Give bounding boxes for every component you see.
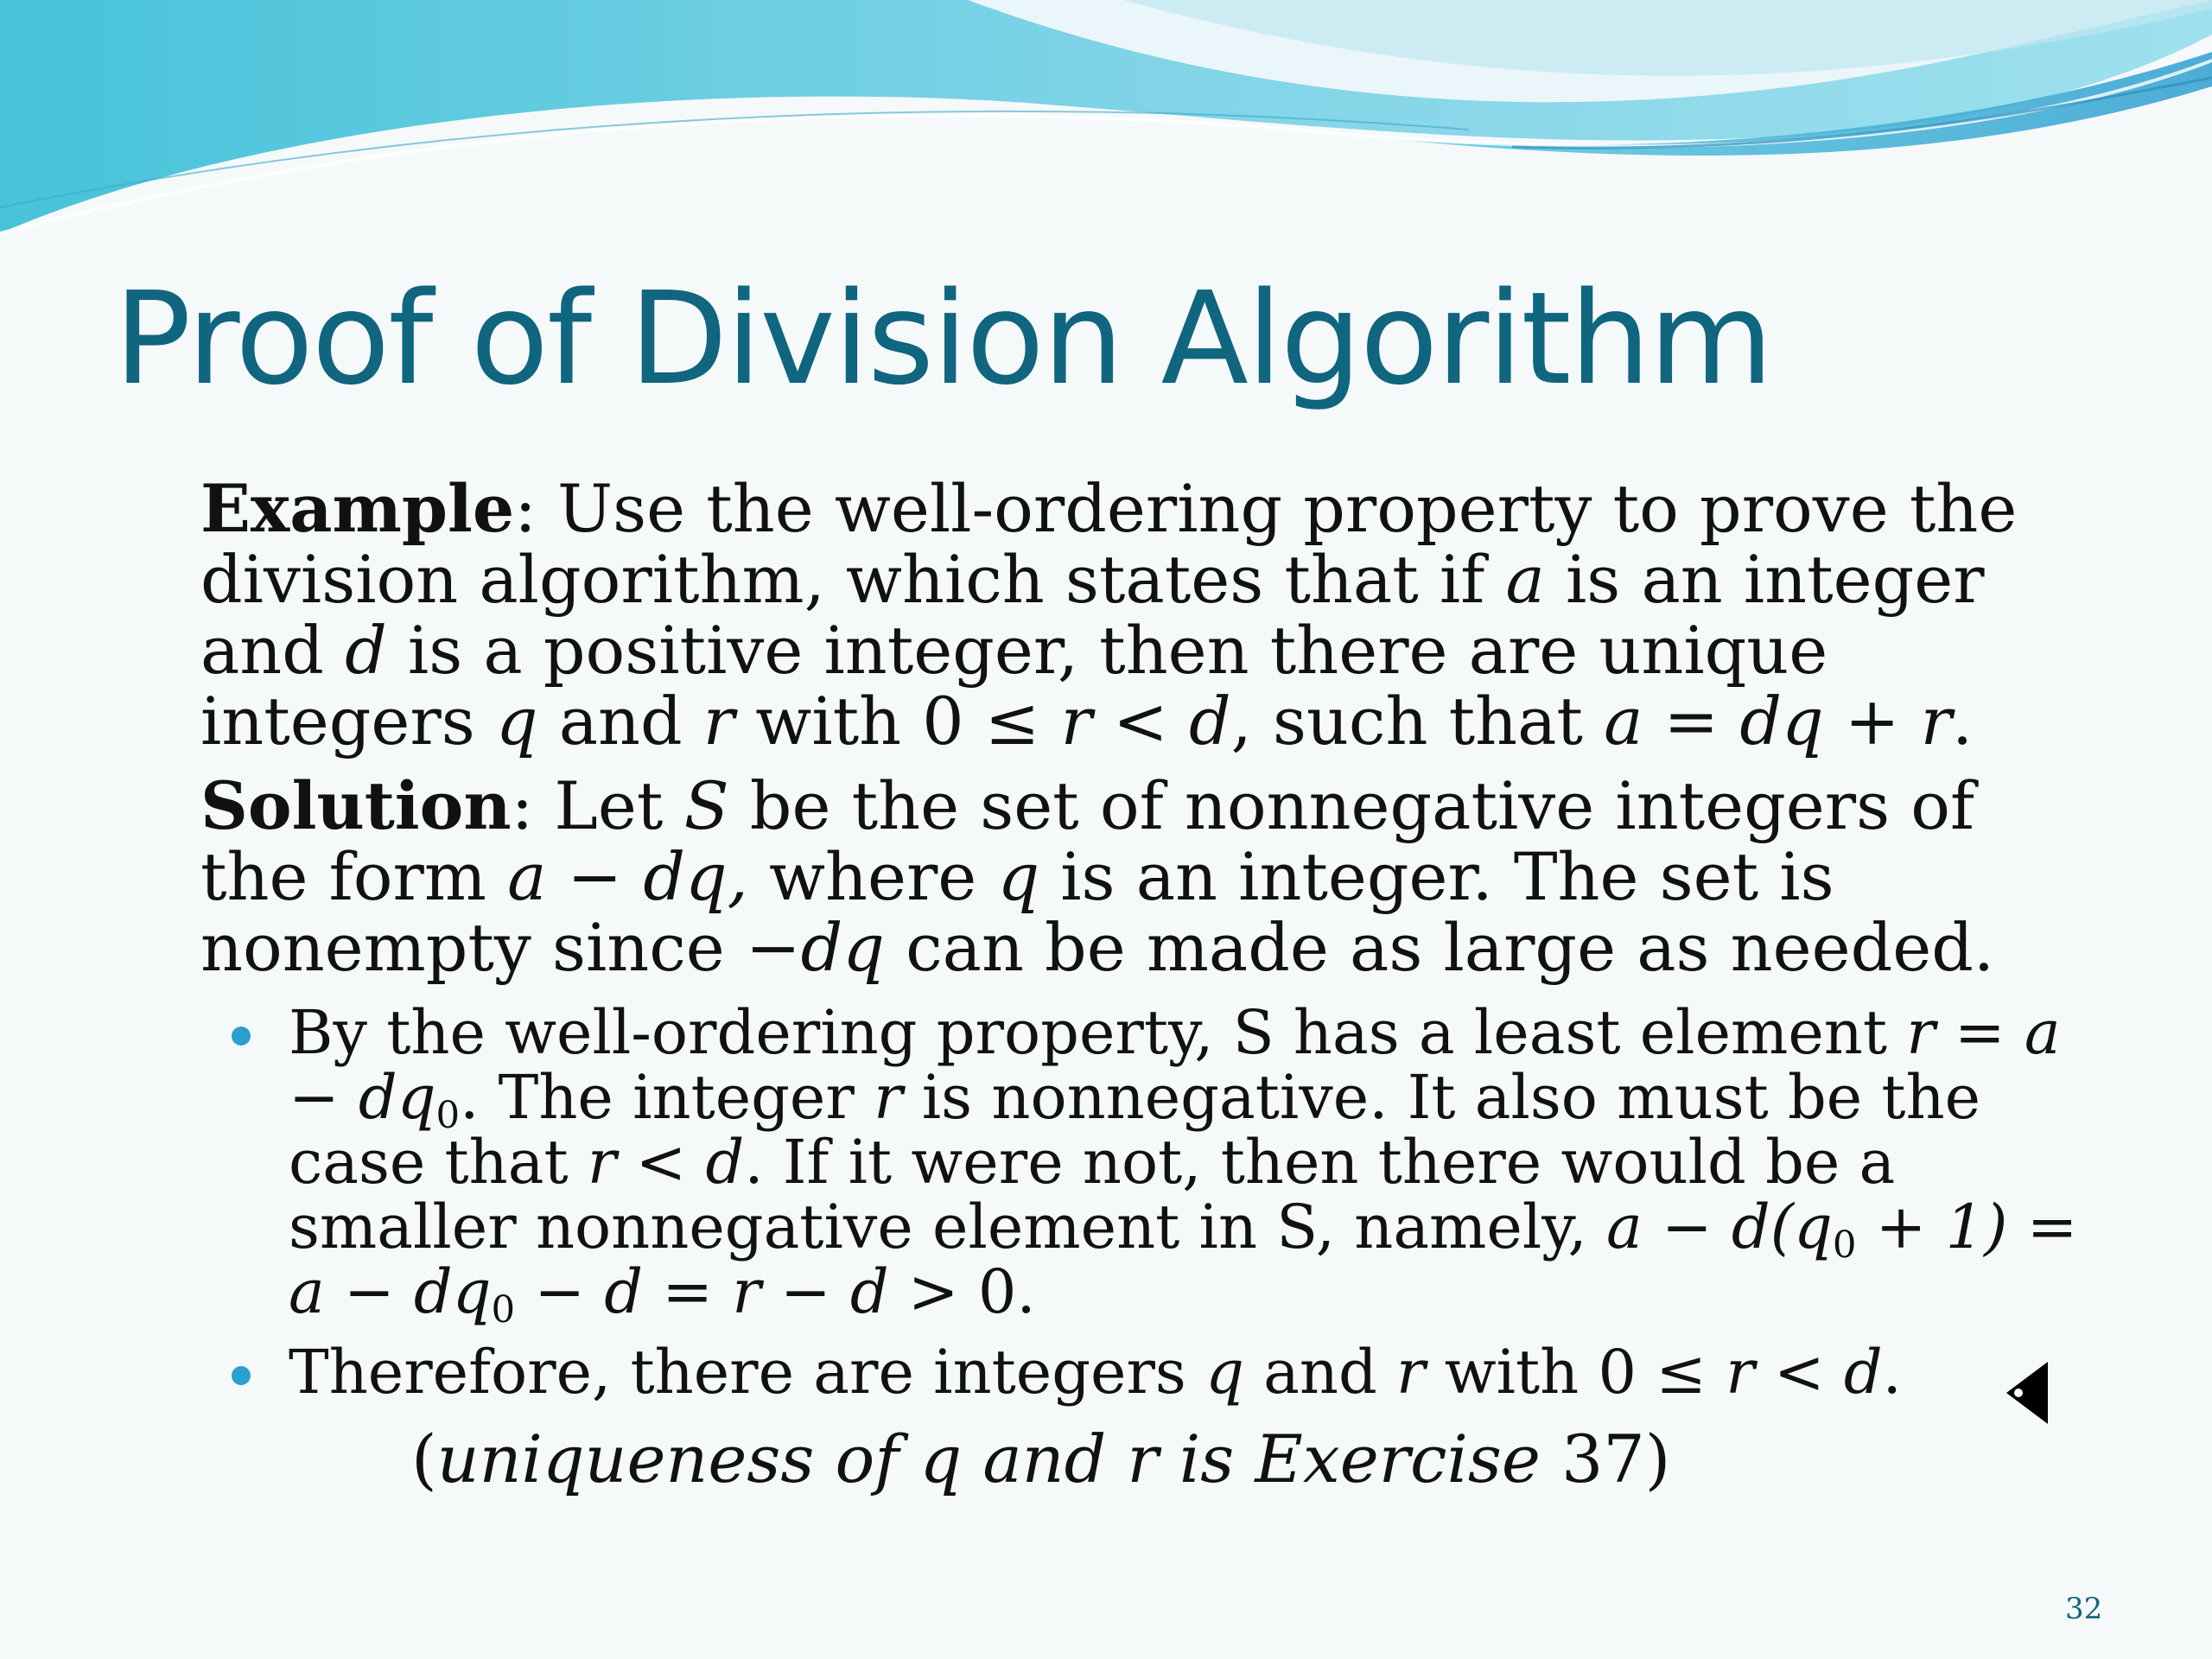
math-var: d	[1188, 683, 1231, 760]
uniqueness-note	[411, 1421, 1671, 1497]
example-text: is a positive integer, then there are unique integers	[200, 612, 1828, 760]
bullet-text: .	[1882, 1337, 1902, 1408]
example-text: is an integer and	[200, 541, 1985, 689]
solution-label: Solution	[200, 767, 512, 844]
example-text: .	[1952, 683, 1974, 760]
math-var: q	[495, 683, 538, 760]
math-expression: + 1) = a − dq	[289, 1192, 2078, 1327]
math-var: r	[1906, 997, 1936, 1068]
math-var: S	[683, 767, 729, 844]
bullet-item-well-ordering	[289, 997, 2120, 1332]
bullet-text: > 0.	[888, 1256, 1036, 1327]
bullet-text: . If it were not, then there would be a smaller nonnegative element in S, namely,	[289, 1127, 1896, 1262]
example-text: , such that	[1230, 683, 1605, 760]
page-number: 32	[2065, 1592, 2103, 1626]
math-expression: a − dq	[289, 997, 2061, 1133]
subscript: 0	[435, 1093, 461, 1137]
math-var: r	[1060, 683, 1092, 760]
note-paren: (	[411, 1421, 437, 1497]
math-expression: − d = r − d	[515, 1256, 889, 1327]
bullet-text: <	[1754, 1337, 1844, 1408]
note-text: uniqueness of q and r is Exercise	[436, 1421, 1541, 1497]
math-expression: −dq	[745, 909, 885, 986]
note-paren: )	[1644, 1421, 1671, 1497]
math-var: d	[1843, 1337, 1883, 1408]
bullet-dot-icon	[232, 1027, 251, 1046]
math-var: a	[1505, 541, 1545, 618]
bullet-text: By the well-ordering property, S has a least element	[289, 997, 1907, 1068]
bullet-list	[289, 997, 2120, 1421]
solution-text: can be made as large as needed.	[884, 909, 1995, 986]
subscript: 0	[491, 1287, 516, 1332]
solution-paragraph	[200, 767, 2084, 986]
example-text: with 0 ≤	[734, 683, 1061, 760]
solution-text: is an integer. The set is nonempty since	[200, 838, 1834, 986]
bullet-text: and	[1243, 1337, 1397, 1408]
solution-text: be the set of nonnegative integers of the form	[200, 767, 1975, 915]
example-text: : Use the well-ordering property to prove the division algorithm, which states that if	[200, 470, 2018, 618]
math-var: q	[997, 838, 1040, 915]
division-equation: a = dq + r	[1604, 683, 1953, 760]
example-label: Example	[200, 470, 515, 547]
math-var: d	[705, 1127, 745, 1198]
bullet-text: Therefore, there are integers	[289, 1337, 1206, 1408]
note-number: 37	[1540, 1421, 1645, 1497]
math-var: r	[874, 1062, 903, 1133]
math-var: d	[345, 612, 387, 689]
math-var: r	[587, 1127, 617, 1198]
math-var: r	[702, 683, 735, 760]
subscript: 0	[1832, 1223, 1857, 1267]
bullet-text: <	[616, 1127, 706, 1198]
math-var: q	[1205, 1337, 1244, 1408]
math-var: r	[1726, 1337, 1755, 1408]
solution-text: where	[747, 838, 998, 915]
example-paragraph	[200, 470, 2084, 760]
math-var: r	[1396, 1337, 1426, 1408]
bullet-item-conclusion	[289, 1337, 2120, 1408]
header-wave-decoration	[0, 0, 2212, 259]
math-expression: a − d(q	[1606, 1192, 1833, 1262]
bullet-text: =	[1935, 997, 2024, 1068]
mouse-pointer-icon	[2003, 1358, 2051, 1427]
bullet-text: . The integer	[460, 1062, 874, 1133]
math-expression: a − dq,	[507, 838, 748, 915]
solution-text: : Let	[511, 767, 684, 844]
bullet-text: with 0 ≤	[1425, 1337, 1726, 1408]
example-text: <	[1091, 683, 1189, 760]
slide-title: Proof of Division Algorithm	[114, 264, 1772, 413]
bullet-dot-icon	[232, 1366, 251, 1385]
bullet-text: is nonnegative. It also must be the case that	[289, 1062, 1981, 1198]
example-text: and	[537, 683, 703, 760]
